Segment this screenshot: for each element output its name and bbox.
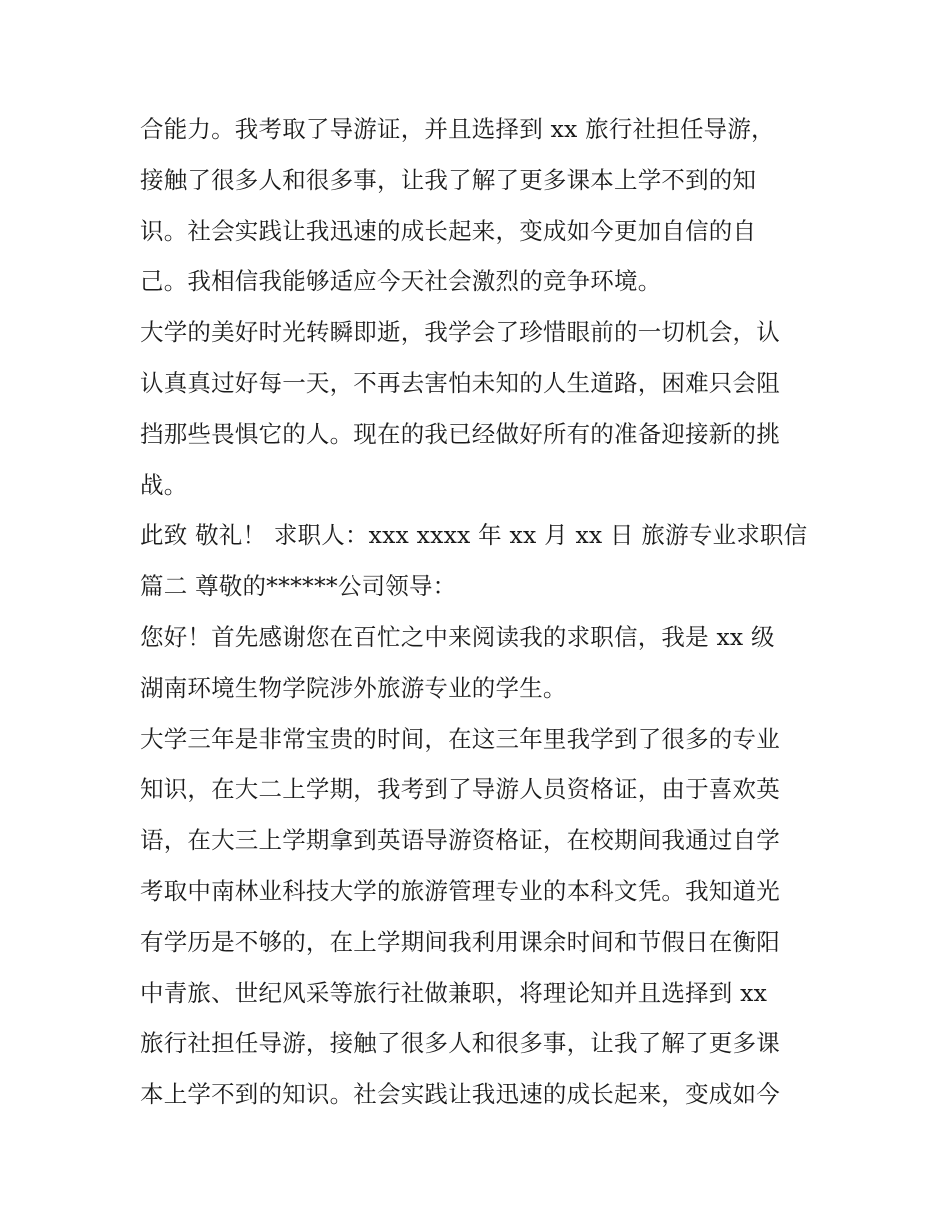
text-line: 有学历是不够的，在上学期间我利用课余时间和节假日在衡阳 [140, 927, 780, 956]
text-line: 认真真过好每一天，不再去害怕未知的人生道路，困难只会阻 [140, 368, 780, 397]
text-line: 考取中南林业科技大学的旅游管理专业的本科文凭。我知道光 [140, 876, 780, 905]
greeting-line: 您好！首先感谢您在百忙之中来阅读我的求职信，我是 xx 级 [140, 622, 775, 651]
text-line: 旅行社担任导游，接触了很多人和很多事，让我了解了更多课 [140, 1029, 780, 1058]
text-line: 湖南环境生物学院涉外旅游专业的学生。 [140, 673, 567, 702]
text-line: 识。社会实践让我迅速的成长起来，变成如今更加自信的自 [140, 216, 757, 245]
text-line: 知识，在大二上学期，我考到了导游人员资格证，由于喜欢英 [140, 775, 780, 804]
text-line: 语，在大三上学期拿到英语导游资格证，在校期间我通过自学 [140, 826, 780, 855]
text-line: 本上学不到的知识。社会实践让我迅速的成长起来，变成如今 [140, 1080, 780, 1109]
paragraph-start-line: 大学三年是非常宝贵的时间，在这三年里我学到了很多的专业 [140, 724, 780, 753]
text-line: 中青旅、世纪风采等旅行社做兼职，将理论知并且选择到 xx [140, 978, 768, 1007]
text-line: 挡那些畏惧它的人。现在的我已经做好所有的准备迎接新的挑 [140, 419, 780, 448]
paragraph-start-line: 大学的美好时光转瞬即逝，我学会了珍惜眼前的一切机会，认 [140, 318, 780, 347]
text-line: 战。 [140, 470, 188, 499]
document-body [140, 104, 820, 1120]
text-line: 接触了很多人和很多事，让我了解了更多课本上学不到的知 [140, 165, 757, 194]
text-line: 己。我相信我能够适应今天社会激烈的竞争环境。 [140, 267, 662, 296]
text-line: 合能力。我考取了导游证，并且选择到 xx 旅行社担任导游， [140, 115, 775, 143]
closing-line: 此致 敬礼！ 求职人：xxx xxxx 年 xx 月 xx 日 旅游专业求职信 [140, 521, 808, 550]
letter-heading-line: 篇二 尊敬的******公司领导： [140, 572, 457, 601]
